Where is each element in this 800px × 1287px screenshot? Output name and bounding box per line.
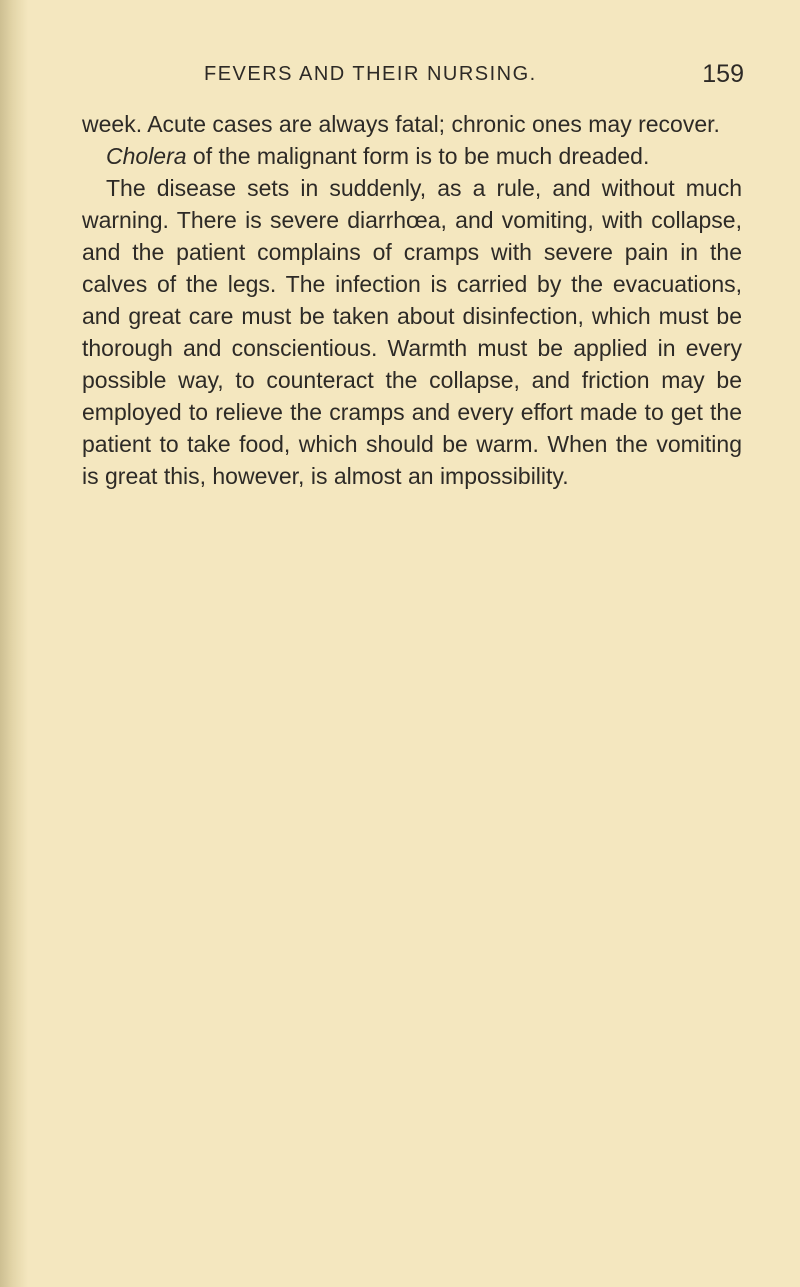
page-number: 159 [702, 60, 744, 88]
running-head [204, 60, 744, 100]
paragraph-1: week. Acute cases are always fatal; chronic ones may recover. [82, 111, 720, 137]
italic-term-cholera: Cholera [106, 143, 187, 169]
paragraph-2 [82, 140, 742, 172]
running-title: FEVERS AND THEIR NURSING. [204, 63, 537, 85]
paragraph-3: The disease sets in suddenly, as a rule, and without much warning. There is severe diarrhœa, and vomiting, with collapse, and the patient complains of cramps with severe pain in the calves of the legs. The infection is carried by the evacuations, and great care must be taken about disinfection, which must be thorough and conscientious. Warmth must be applied in every possible way, to counteract the collapse, and friction may be employed to relieve the cramps and every effort made to get the patient to take food, which should be warm. When the vomiting is great this, however, is almost an impossibility. [82, 175, 742, 489]
body-text [82, 108, 742, 492]
paragraph-2-text: of the malignant form is to be much dreaded. [186, 143, 650, 169]
